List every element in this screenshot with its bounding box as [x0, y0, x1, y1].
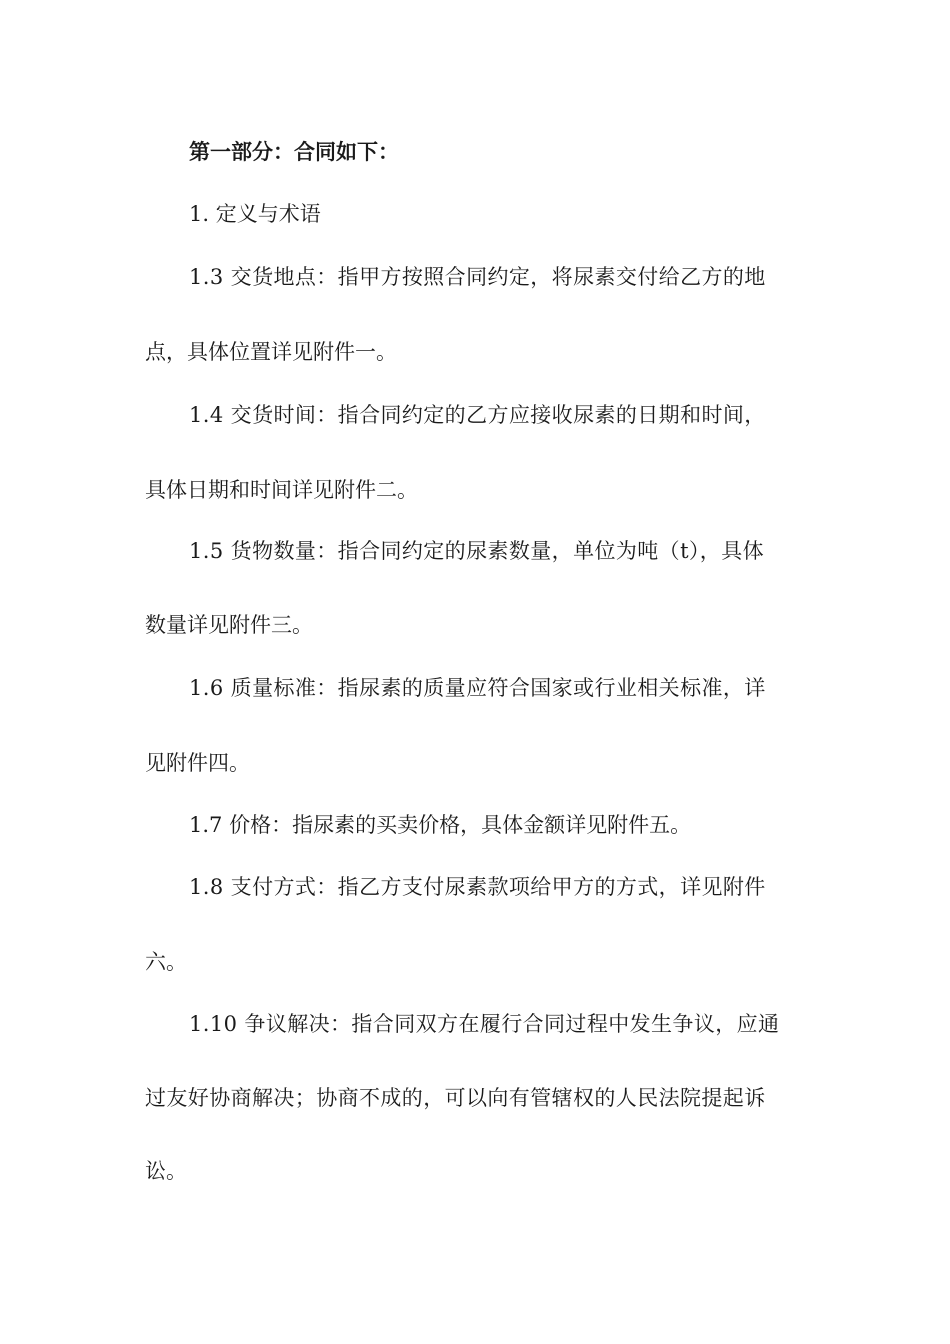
clause-1-5-line-2: 数量详见附件三。: [145, 613, 313, 637]
clause-1-4-line-1: 1.4 交货时间：指合同约定的乙方应接收尿素的日期和时间，: [189, 403, 766, 427]
clause-1-8-line-2: 六。: [145, 950, 187, 974]
clause-1-7-line-1: 1.7 价格：指尿素的买卖价格，具体金额详见附件五。: [189, 813, 692, 837]
clause-1-6-line-2: 见附件四。: [145, 751, 250, 775]
clause-1-10-line-1: 1.10 争议解决：指合同双方在履行合同过程中发生争议，应通: [189, 1012, 780, 1036]
section-title: 1. 定义与术语: [189, 202, 321, 226]
clause-1-3-line-1: 1.3 交货地点：指甲方按照合同约定，将尿素交付给乙方的地: [189, 265, 766, 289]
part-heading: 第一部分：合同如下：: [189, 140, 399, 164]
clause-1-4-line-2: 具体日期和时间详见附件二。: [145, 478, 418, 502]
clause-1-3-line-2: 点，具体位置详见附件一。: [145, 340, 397, 364]
clause-1-5-line-1: 1.5 货物数量：指合同约定的尿素数量，单位为吨（t），具体: [189, 539, 765, 563]
clause-1-10-line-2: 过友好协商解决；协商不成的，可以向有管辖权的人民法院提起诉: [145, 1086, 766, 1110]
clause-1-8-line-1: 1.8 支付方式：指乙方支付尿素款项给甲方的方式，详见附件: [189, 875, 766, 899]
clause-1-6-line-1: 1.6 质量标准：指尿素的质量应符合国家或行业相关标准，详: [189, 676, 766, 700]
clause-1-10-line-3: 讼。: [145, 1159, 187, 1183]
